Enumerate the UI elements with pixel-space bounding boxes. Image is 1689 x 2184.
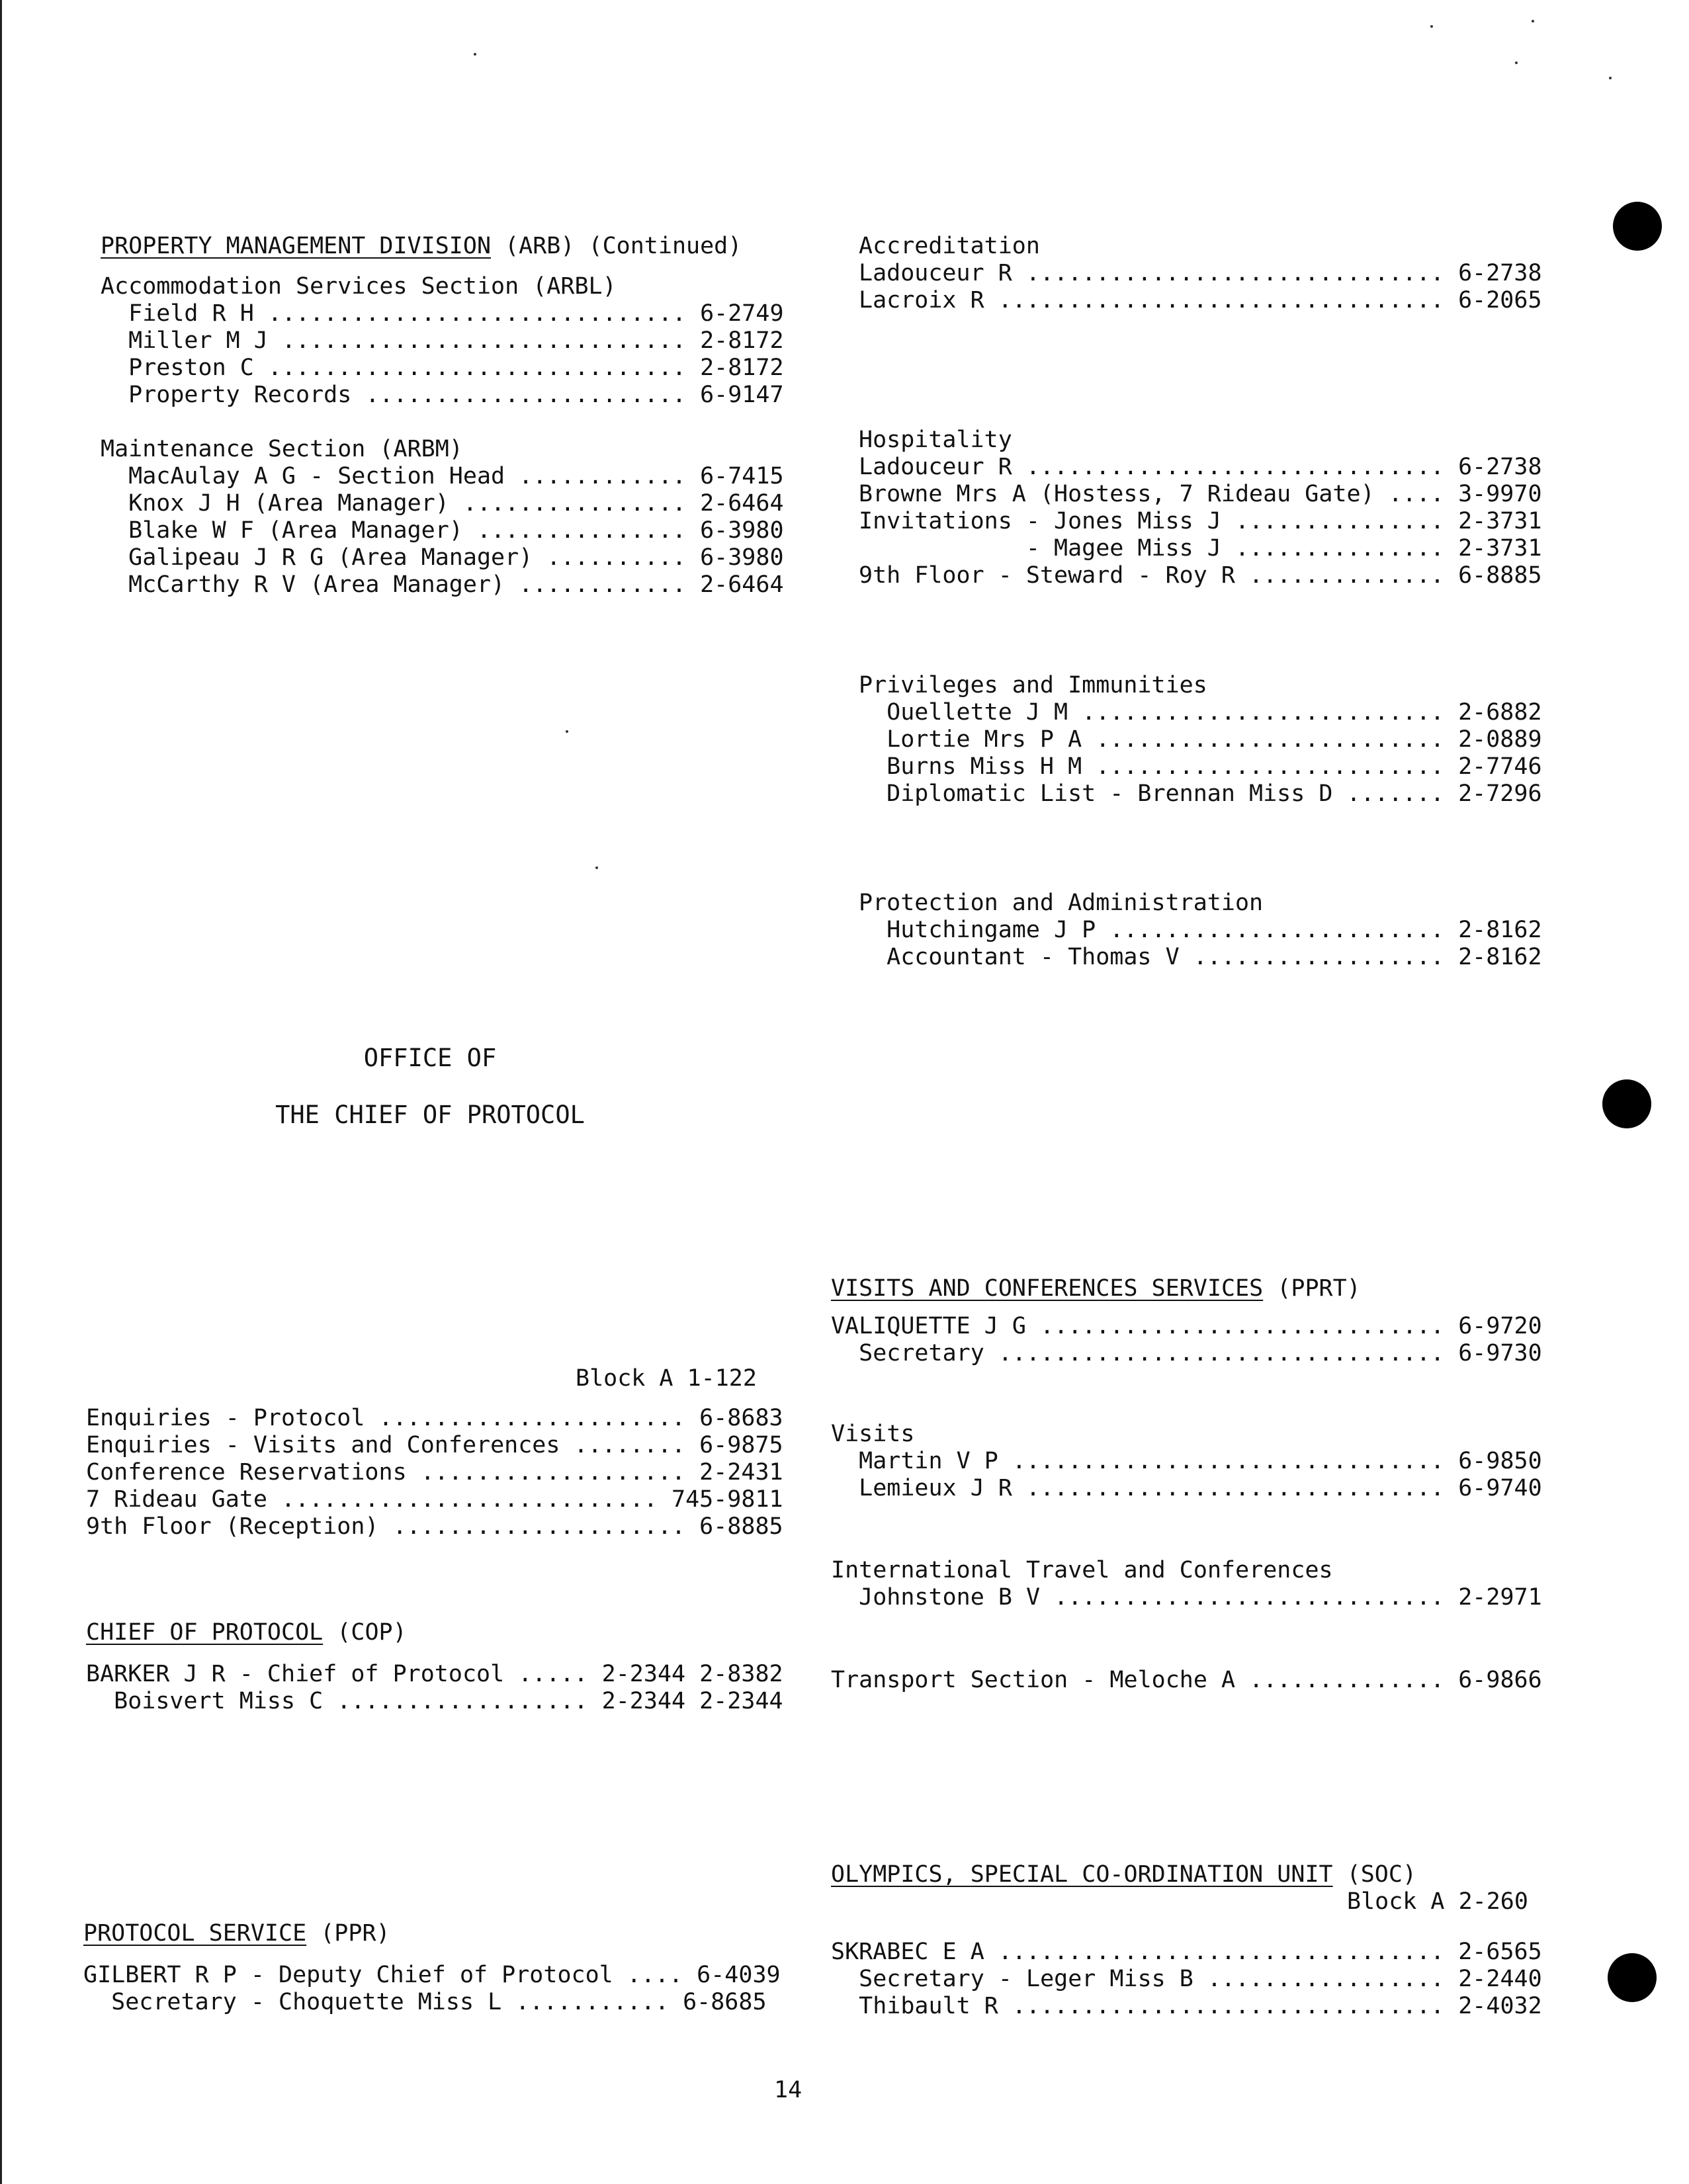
pmd-section — [101, 233, 861, 599]
pprt-heading-title: VISITS AND CONFERENCES SERVICES — [831, 1275, 1264, 1302]
soc-heading-suffix: (SOC) — [1332, 1861, 1417, 1888]
list-item: Thibault R ............................... 2-4032 — [831, 1993, 1542, 2019]
list-item: Transport Section - Meloche A .............. 6-9866 — [831, 1667, 1542, 1693]
binder-hole-middle — [1602, 1079, 1651, 1128]
scan-edge — [0, 0, 2, 2184]
list-item: Johnstone B V ............................ 2-2971 — [831, 1584, 1542, 1611]
scan-speck — [1430, 25, 1433, 28]
list-item: Conference Reservations ................... 2-2431 — [86, 1459, 783, 1486]
list-item: Property Records ....................... 6-9147 — [101, 382, 784, 408]
accommodation-title: Accommodation Services Section (ARBL) — [101, 273, 617, 300]
list-item: MacAulay A G - Section Head ............ 6-7415 — [101, 463, 784, 489]
list-item: VALIQUETTE J G ............................. 6-9720 — [831, 1313, 1542, 1339]
scan-speck — [474, 53, 476, 56]
list-item: Blake W F (Area Manager) ............... 6-3980 — [101, 517, 784, 544]
list-item: 9th Floor - Steward - Roy R .............. 6-8885 — [859, 562, 1542, 589]
hospitality-section — [859, 427, 1620, 589]
list-item: McCarthy R V (Area Manager) ............ 2-6464 — [101, 571, 784, 598]
list-item: 9th Floor (Reception) ..................... 6-8885 — [86, 1513, 783, 1540]
list-item: Lortie Mrs P A ......................... 2-0889 — [859, 726, 1542, 753]
maintenance-list — [101, 463, 861, 599]
list-item: - Magee Miss J ............... 2-3731 — [859, 535, 1542, 562]
soc-heading-title: OLYMPICS, SPECIAL CO-ORDINATION UNIT — [831, 1861, 1333, 1888]
list-item: 7 Rideau Gate ........................... 745-9811 — [86, 1486, 783, 1513]
pprt-heading — [831, 1275, 1592, 1302]
list-item: Secretary ................................ 6-9730 — [831, 1340, 1542, 1366]
page-number: 14 — [774, 2077, 802, 2103]
office-block: Block A 1-122 — [576, 1365, 757, 1392]
scan-speck — [1532, 20, 1534, 22]
accreditation-title: Accreditation — [859, 233, 1040, 259]
list-item: Lacroix R ................................ 6-2065 — [859, 287, 1542, 314]
list-item: SKRABEC E A ................................ 2-6565 — [831, 1939, 1542, 1965]
cop-heading — [86, 1619, 847, 1646]
list-item: Accountant - Thomas V .................. 2-8162 — [859, 944, 1542, 970]
list-item: Enquiries - Protocol ...................... 6-8683 — [86, 1405, 783, 1431]
visits-title: Visits — [831, 1421, 915, 1447]
protection-title: Protection and Administration — [859, 890, 1264, 916]
list-item: Burns Miss H M ......................... 2-7746 — [859, 753, 1542, 780]
list-item: GILBERT R P - Deputy Chief of Protocol .... 6-4039 — [83, 1962, 781, 1988]
office-title-line2: THE CHIEF OF PROTOCOL — [275, 1101, 585, 1129]
list-item: Knox J H (Area Manager) ................ 2-6464 — [101, 490, 784, 517]
list-item: Secretary - Choquette Miss L ........... 6-8685 — [83, 1989, 767, 2015]
list-item: Browne Mrs A (Hostess, 7 Rideau Gate) .... 3-9970 — [859, 481, 1542, 507]
scan-speck — [595, 866, 598, 869]
pprt-heading-suffix: (PPRT) — [1263, 1275, 1361, 1302]
list-item: Ouellette J M .......................... 2-6882 — [859, 699, 1542, 726]
list-item: Ladouceur R .............................. 6-2738 — [859, 454, 1542, 480]
list-item: Invitations - Jones Miss J ............... 2-3731 — [859, 508, 1542, 534]
office-title-line1: OFFICE OF — [363, 1044, 497, 1072]
list-item: Field R H .............................. 6-2749 — [101, 300, 784, 327]
pmd-heading — [101, 233, 861, 260]
binder-hole-bottom — [1608, 1953, 1657, 2002]
list-item: Lemieux J R .............................. 6-9740 — [831, 1475, 1542, 1501]
pprt-section — [831, 1275, 1592, 1367]
scan-speck — [566, 730, 568, 733]
cop-heading-title: CHIEF OF PROTOCOL — [86, 1619, 324, 1646]
pmd-heading-suffix: (ARB) (Continued) — [491, 233, 742, 259]
list-item: Boisvert Miss C .................. 2-2344 2-2344 — [86, 1688, 783, 1714]
cop-section — [86, 1619, 847, 1715]
pmd-heading-title: PROPERTY MANAGEMENT DIVISION — [101, 233, 492, 259]
list-item: Enquiries - Visits and Conferences ........ 6-9875 — [86, 1432, 783, 1458]
intl-title: International Travel and Conferences — [831, 1557, 1333, 1583]
binder-hole-top — [1613, 202, 1662, 251]
ppr-heading-suffix: (PPR) — [306, 1920, 390, 1947]
transport-section — [831, 1667, 1592, 1694]
visits-section — [831, 1421, 1592, 1502]
privileges-section — [859, 672, 1620, 808]
ppr-heading — [83, 1920, 844, 1947]
accreditation-section — [859, 233, 1620, 314]
soc-section — [831, 1861, 1592, 2020]
list-item: Miller M J ............................. 2-8172 — [101, 327, 784, 354]
list-item: BARKER J R - Chief of Protocol ..... 2-2344 2-8382 — [86, 1661, 783, 1687]
intl-section — [831, 1557, 1592, 1611]
soc-block: Block A 2-260 — [1347, 1888, 1528, 1915]
soc-heading — [831, 1861, 1592, 1888]
list-item: Diplomatic List - Brennan Miss D ....... 2-7296 — [859, 780, 1542, 807]
ppr-heading-title: PROTOCOL SERVICE — [83, 1920, 307, 1947]
list-item: Galipeau J R G (Area Manager) .......... 6-3980 — [101, 544, 784, 571]
privileges-title: Privileges and Immunities — [859, 672, 1207, 698]
protection-section — [859, 890, 1620, 971]
accommodation-list — [101, 300, 861, 409]
list-item: Martin V P ............................... 6-9850 — [831, 1448, 1542, 1474]
list-item: Secretary - Leger Miss B ................. 2-2440 — [831, 1966, 1542, 1992]
list-item: Ladouceur R .............................. 6-2738 — [859, 260, 1542, 286]
maintenance-title: Maintenance Section (ARBM) — [101, 436, 463, 462]
cop-heading-suffix: (COP) — [323, 1619, 407, 1646]
hospitality-title: Hospitality — [859, 427, 1012, 453]
list-item: Preston C .............................. 2-8172 — [101, 355, 784, 381]
scan-speck — [1609, 77, 1612, 79]
ppr-section — [83, 1920, 844, 2016]
list-item: Hutchingame J P ........................ 2-8162 — [859, 917, 1542, 943]
scan-speck — [1515, 62, 1518, 64]
